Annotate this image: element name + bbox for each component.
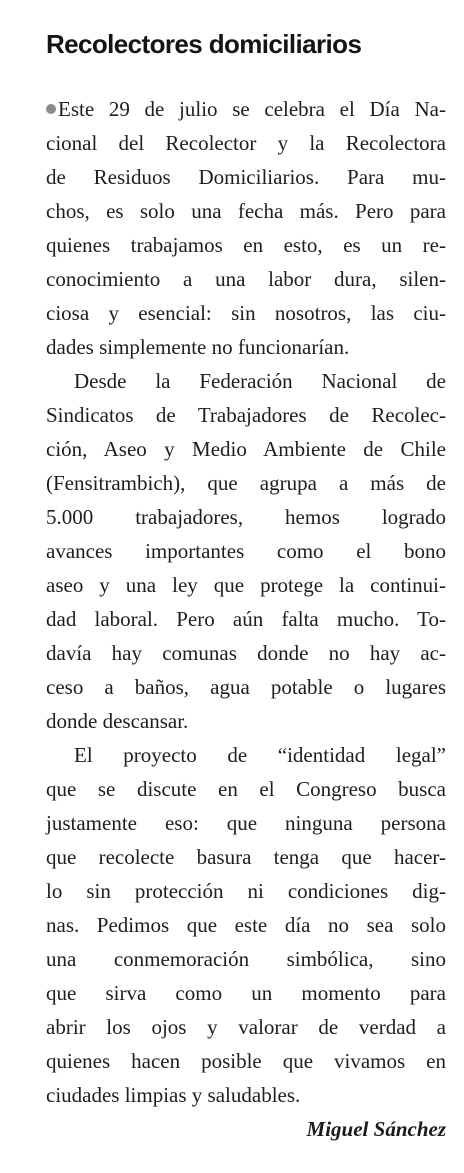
paragraph-line: ción, Aseo y Medio Ambiente de Chile [46,437,446,461]
paragraph-line: que se discute en el Congreso busca [46,777,446,801]
author-signature: Miguel Sánchez [306,1117,446,1141]
paragraph-line: Este 29 de julio se celebra el Día Na- [46,92,446,126]
paragraph-line: que recolecte basura tenga que hacer- [46,845,446,869]
paragraph-line: (Fensitrambich), que agrupa a más de [46,471,446,495]
paragraph-line: abrir los ojos y valorar de verdad a [46,1015,446,1039]
paragraph-3 [46,738,446,1112]
paragraph-line: una conmemoración simbólica, sino [46,947,446,971]
paragraph-line: lo sin protección ni condiciones dig- [46,879,446,903]
paragraph-line: conocimiento a una labor dura, silen- [46,267,446,291]
paragraph-line: que sirva como un momento para [46,981,446,1005]
paragraph-line: Desde la Federación Nacional de [74,369,446,393]
paragraph-line: Sindicatos de Trabajadores de Recolec- [46,403,446,427]
paragraph-line: nas. Pedimos que este día no sea solo [46,913,446,937]
paragraph-line: quienes trabajamos en esto, es un re- [46,233,446,257]
paragraph-line: davía hay comunas donde no hay ac- [46,641,446,665]
article-body [46,92,446,1112]
bullet-icon [46,104,56,114]
paragraph-line: ciudades limpias y saludables. [46,1083,301,1107]
paragraph-line: dades simplemente no funcionarían. [46,335,350,359]
paragraph-line: ceso a baños, agua potable o lugares [46,675,446,699]
paragraph-line: chos, es solo una fecha más. Pero para [46,199,446,223]
paragraph-line: justamente eso: que ninguna persona [46,811,446,835]
paragraph-line: 5.000 trabajadores, hemos logrado [46,505,446,529]
paragraph-1 [46,92,446,364]
paragraph-line: avances importantes como el bono [46,539,446,563]
article-headline: Recolectores domiciliarios [46,29,362,59]
paragraph-line: de Residuos Domiciliarios. Para mu- [46,165,446,189]
paragraph-line: donde descansar. [46,709,189,733]
letter-article [46,28,446,1112]
paragraph-line: aseo y una ley que protege la continui- [46,573,446,597]
paragraph-line: dad laboral. Pero aún falta mucho. To- [46,607,446,631]
paragraph-line: cional del Recolector y la Recolectora [46,131,446,155]
paragraph-2 [46,364,446,738]
paragraph-line: quienes hacen posible que vivamos en [46,1049,446,1073]
paragraph-line: El proyecto de “identidad legal” [74,743,446,767]
paragraph-line: ciosa y esencial: sin nosotros, las ciu- [46,301,446,325]
